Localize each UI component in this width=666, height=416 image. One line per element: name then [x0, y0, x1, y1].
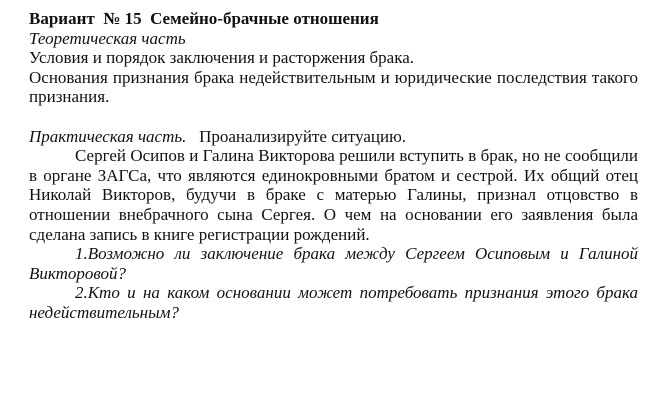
theory-item-2: Основания признания брака недействительным и юридические последствия такого признания.: [29, 67, 638, 107]
practical-heading-row: [29, 127, 638, 147]
section-gap: [29, 107, 638, 127]
theory-item-1: Условия и порядок заключения и расторжения брака.: [29, 48, 415, 68]
document-title: Вариант № 15 Семейно-брачные отношения: [29, 9, 379, 28]
question-2: 2.Кто и на каком основании может потребовать признания этого брака недействительным?: [29, 283, 638, 322]
practical-instruction: Проанализируйте ситуацию.: [199, 126, 407, 146]
document-page: [29, 9, 638, 323]
case-text: Сергей Осипов и Галина Викторова решили вступить в брак, но не сообщили в органе ЗАГСа, что являются единокровными братом и сестрой. Их общий отец Николай Викторов, будучи в браке с матерью Галины, признал отцовство в отношении внебрачного сына Сергея. О чем на основании его заявления была сделана запись в книге регистрации рождений.: [29, 146, 638, 244]
practical-heading: Практическая часть.: [29, 126, 187, 146]
question-1: 1.Возможно ли заключение брака между Сергеем Осиповым и Галиной Викторовой?: [29, 244, 638, 283]
theory-heading: Теоретическая часть: [29, 28, 186, 48]
